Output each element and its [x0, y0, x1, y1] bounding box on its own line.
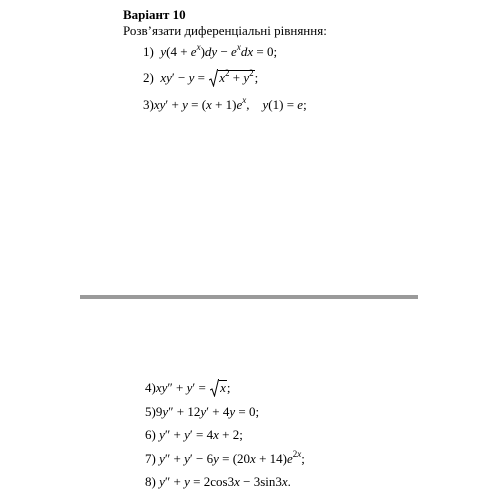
equation-5: 5)9y″ + 12y′ + 4y = 0;: [145, 404, 260, 419]
equation-7-label: 7): [145, 451, 156, 466]
equation-1: 1) $y(4 + e^x)dy - e^xdx = 0$;: [143, 42, 278, 59]
equation-3: $3)xy' + y = (x + 1)e^x$, y(1) = e;: [143, 95, 307, 112]
variant-heading: Варіант 10: [123, 7, 186, 22]
sqrt-symbol: $x^2 + y^2$: [209, 70, 254, 86]
equation-8-label: 8): [145, 474, 156, 489]
equation-8: 8) y″ + y = 2cos3x − 3sin3x.: [145, 474, 291, 489]
equation-2-label: 2): [143, 70, 154, 85]
equation-1-label: 1): [143, 44, 154, 59]
equation-3-label: 3): [143, 97, 154, 112]
equation-2: 2) xy′ − y = $x^2 + y^2$;: [143, 68, 259, 85]
equation-6: 6) y″ + y′ = 4x + 2;: [145, 427, 243, 442]
equation-7: 7) $y'' + y' - 6y = (20x + 14)e^{2x}$;: [145, 449, 305, 466]
equation-5-label: 5): [145, 404, 156, 419]
equation-6-label: 6): [145, 427, 156, 442]
instruction-text: Розв’язати диференціальні рівняння:: [123, 23, 327, 38]
page-divider: [80, 295, 418, 299]
equation-4: 4)xy″ + y′ = x;: [145, 380, 231, 395]
sqrt-symbol: x: [210, 380, 227, 396]
equation-4-label: 4): [145, 380, 156, 395]
